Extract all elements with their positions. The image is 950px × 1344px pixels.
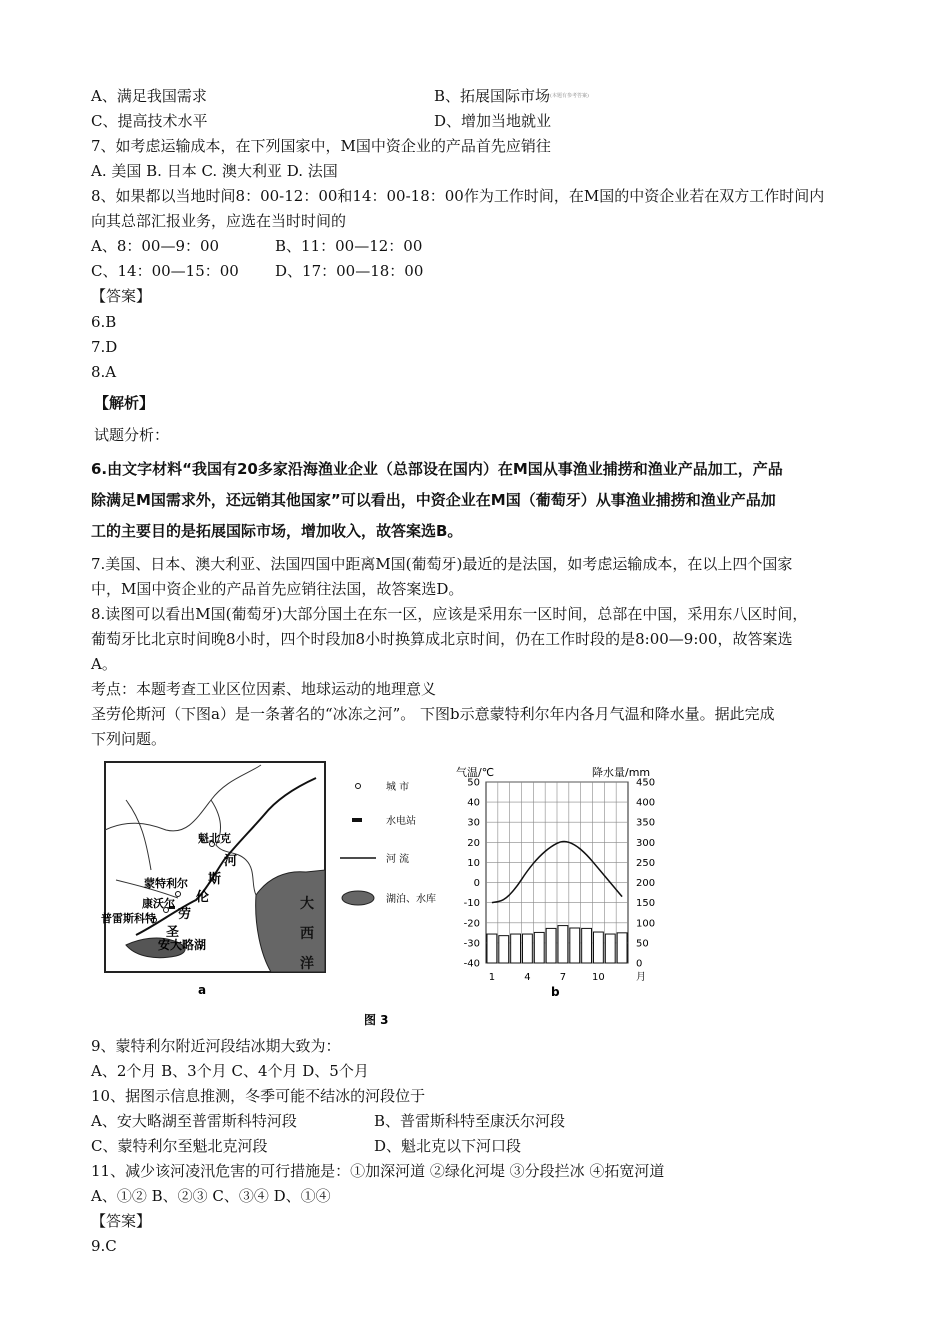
q8-option-c: C、14：00—15：00 [91,262,239,280]
q6-option-a: A、满足我国需求 [91,87,207,105]
chart-ylabel-left: 气温/℃ [456,766,495,779]
precipitation-bar-12 [617,933,627,963]
right-tick-label: 100 [636,918,656,930]
q10-option-d: D、魁北克以下河口段 [374,1137,522,1155]
right-tick-label: 0 [636,958,643,970]
left-tick-label: 30 [467,817,480,829]
intro-line1: 圣劳伦斯河（下图a）是一条著名的“冰冻之河”。 下图b示意蒙特利尔年内各月气温和降水量。据此完成 [91,705,775,723]
right-tick-label: 450 [636,777,656,789]
precipitation-bar-4 [523,934,533,963]
analysis-intro: 试题分析： [94,426,170,444]
answer-9: 9.C [91,1237,117,1255]
legend-lake-icon [342,891,374,905]
q8-option-b: B、11：00—12：00 [275,237,423,255]
ocean-char-2: 西 [300,926,314,942]
answer-7: 7.D [91,338,118,356]
analysis-6-line1: 6.由文字材料“我国有20多家沿海渔业企业（总部设在国内）在M国从事渔业捕捞和渔业产品加工，产品 [91,460,783,478]
ocean-char-1: 大 [300,896,314,912]
analysis-7-line1: 7.美国、日本、澳大利亚、法国四国中距离M国(葡萄牙)最近的是法国，如考虑运输成本，在以上四个国家 [91,555,793,573]
right-tick-label: 300 [636,837,656,849]
precipitation-bar-8 [570,928,580,963]
map-place-quebec: 魁北克 [198,832,231,845]
left-tick-label: 0 [473,878,480,890]
analysis-7-line2: 中，M国中资企业的产品首先应销往法国，故答案选D。 [91,580,464,598]
x-tick-label: 4 [524,972,531,983]
figure-caption: 图 3 [364,1013,389,1027]
q6-option-b [434,86,589,106]
analysis-heading: 【解析】 [94,394,155,412]
legend-station-icon [352,818,362,822]
left-tick-label: 20 [467,837,480,849]
map-place-cornwall: 康沃尔 [142,897,175,910]
right-tick-label: 200 [636,878,656,890]
map-place-prescott: 普雷斯科特 [101,912,156,925]
legend-city: 城 市 [386,782,410,793]
q9-options: A、2个月 B、3个月 C、4个月 D、5个月 [91,1062,369,1080]
left-tick-label: -40 [463,958,480,970]
q6-option-b-mark: (本题有参考答案) [550,93,589,99]
q11-stem: 11、减少该河凌汛危害的可行措施是：①加深河道 ②绿化河堤 ③分段拦冰 ④拓宽河道 [91,1162,665,1180]
analysis-6-line3: 工的主要目的是拓展国际市场，增加收入，故答案选B。 [91,522,463,540]
q10-option-a: A、安大略湖至普雷斯科特河段 [91,1112,297,1130]
chart-label-b: b [551,985,560,999]
precipitation-bar-6 [546,928,556,963]
answer-heading-2: 【答案】 [91,1212,152,1230]
left-tick-label: -20 [463,918,480,930]
x-tick-label: 1 [488,972,496,983]
precipitation-bar-7 [558,926,568,963]
river-char-2: 斯 [208,872,222,887]
x-tick-label: 7 [559,972,567,983]
river-char-1: 河 [224,854,238,869]
answer-8: 8.A [91,363,117,381]
q10-stem: 10、据图示信息推测，冬季可能不结冰的河段位于 [91,1087,426,1105]
q8-stem-line1: 8、如果都以当地时间8：00-12：00和14：00-18：00作为工作时间，在M国的中资企业若在双方工作时间内 [91,187,825,205]
precipitation-bar-5 [534,932,544,963]
left-tick-label: -30 [463,938,480,950]
figure-3 [96,760,676,1030]
legend-city-icon [356,784,361,789]
q10-option-b: B、普雷斯科特至康沃尔河段 [374,1112,566,1130]
q9-stem: 9、蒙特利尔附近河段结冰期大致为： [91,1037,341,1055]
river-char-3: 伦 [196,890,210,905]
analysis-6-line2: 除满足M国需求外，还远销其他国家”可以看出，中资企业在M国（葡萄牙）从事渔业捕捞和渔业产品加 [91,491,776,509]
analysis-8-line2: 葡萄牙比北京时间晚8小时，四个时段加8小时换算成北京时间，仍在工作时段的是8:00—9:00，故答案选 [91,630,793,648]
q11-options: A、①② B、②③ C、③④ D、①④ [91,1187,331,1205]
q8-option-d: D、17：00—18：00 [275,262,424,280]
right-tick-label: 250 [636,857,656,869]
right-tick-label: 400 [636,797,656,809]
q6-option-b-text: B、拓展国际市场 [434,87,551,105]
atlantic-ocean-shape [256,870,325,972]
answer-heading: 【答案】 [91,287,152,305]
intro-line2: 下列问题。 [91,730,167,748]
precipitation-bar-1 [487,934,497,963]
montreal-city-dot [176,892,181,897]
river-char-5: 圣 [166,925,180,940]
left-tick-label: 10 [467,857,480,869]
precipitation-bar-11 [605,934,615,963]
river-char-4: 劳 [178,907,192,922]
right-tick-label: 50 [636,938,649,950]
q6-option-c: C、提高技术水平 [91,112,208,130]
left-tick-label: -10 [463,898,480,910]
analysis-8-line1: 8.读图可以看出M国(葡萄牙)大部分国土在东一区，应该是采用东一区时间，总部在中国，采用东八区时间， [91,605,808,623]
precipitation-bar-9 [582,928,592,963]
map-place-lake-ontario: 安大略湖 [158,938,207,952]
map-place-montreal: 蒙特利尔 [144,877,188,890]
q7-stem: 7、如考虑运输成本，在下列国家中，M国中资企业的产品首先应销往 [91,137,551,155]
left-tick-label: 40 [467,797,480,809]
precipitation-bar-10 [594,932,604,963]
chart-xlabel: 月 [636,972,646,983]
q6-option-d: D、增加当地就业 [434,112,552,130]
analysis-8-line3: A。 [91,655,117,673]
legend-lake: 湖泊、水库 [386,894,436,905]
kaodian: 考点：本题考查工业区位因素、地球运动的地理意义 [91,680,437,698]
left-tick-label: 50 [467,777,480,789]
right-tick-label: 150 [636,898,656,910]
precipitation-bar-2 [499,936,509,963]
precipitation-bar-3 [511,934,521,963]
legend-station: 水电站 [386,816,416,827]
x-tick-label: 10 [592,972,605,983]
q8-stem-line2: 向其总部汇报业务，应选在当时时间的 [91,212,347,230]
q7-options: A. 美国 B. 日本 C. 澳大利亚 D. 法国 [91,162,338,180]
map-label-a: a [198,983,207,997]
climate-chart [456,765,655,999]
q10-option-c: C、蒙特利尔至魁北克河段 [91,1137,268,1155]
ocean-char-3: 洋 [300,956,314,972]
chart-ylabel-right: 降水量/mm [592,766,651,779]
legend [340,780,436,905]
map-a [101,762,325,997]
right-tick-label: 350 [636,817,656,829]
q8-option-a: A、8：00—9：00 [91,237,220,255]
legend-river: 河 流 [386,854,410,865]
answer-6: 6.B [91,313,117,331]
